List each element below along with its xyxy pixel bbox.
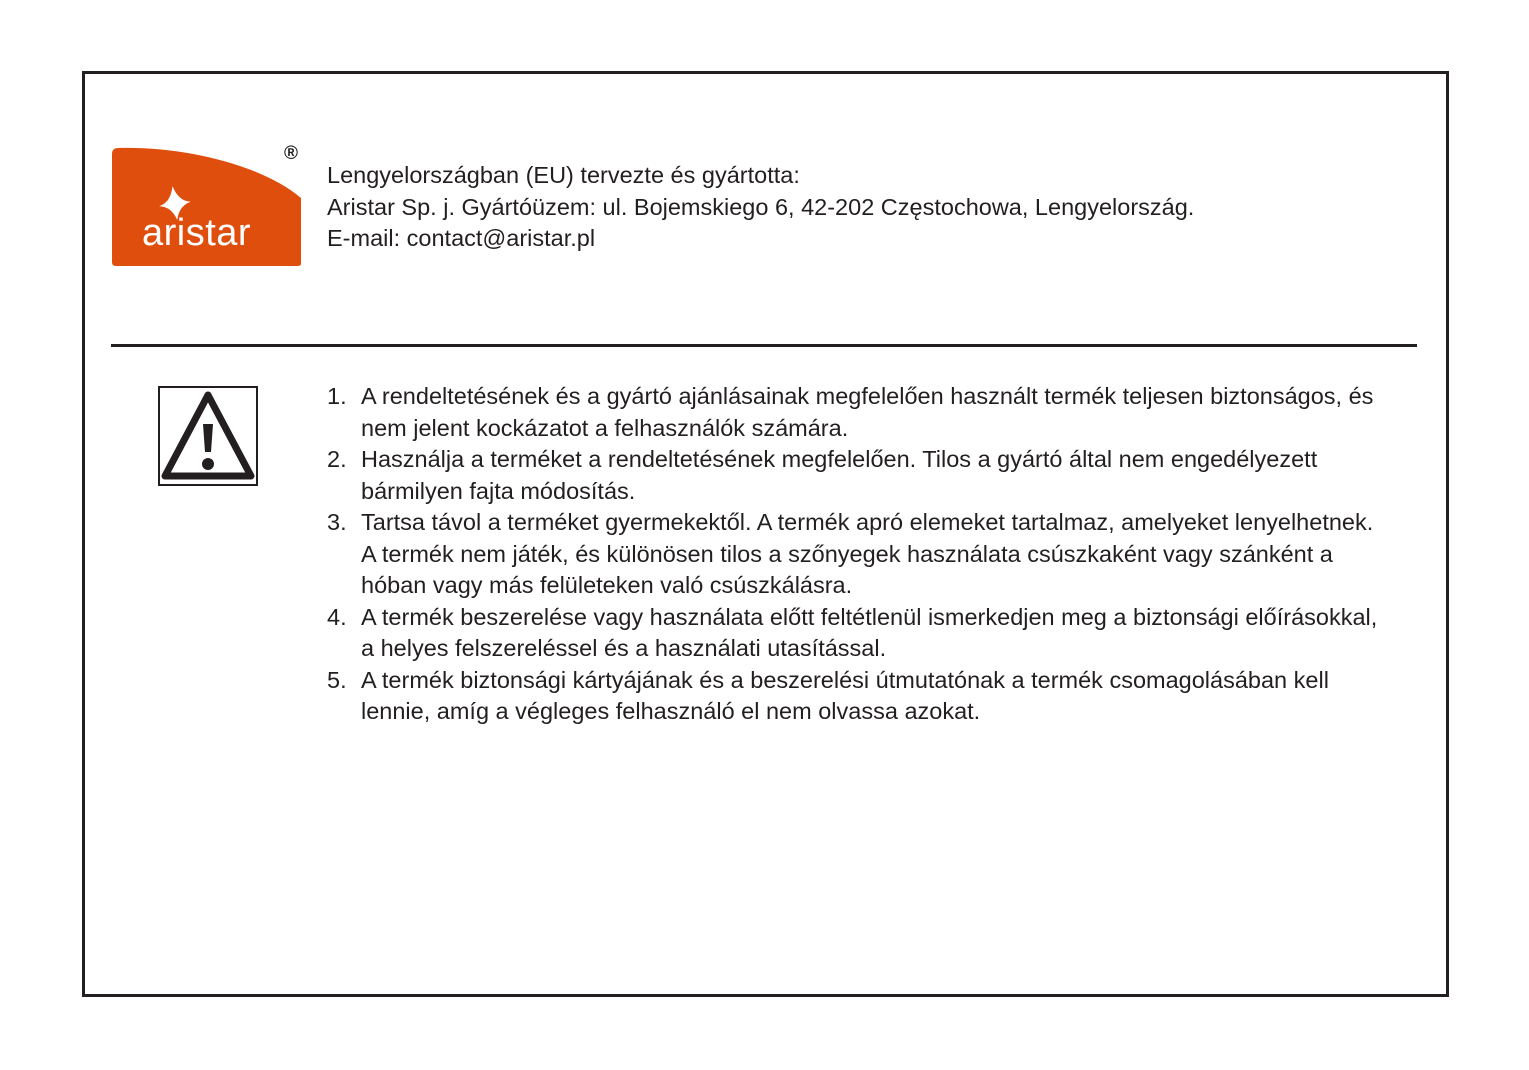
safety-item [327, 602, 1387, 665]
safety-item-text: A rendeltetésének és a gyártó ajánlásainak megfelelően használt termék teljesen biztonságos, és nem jelent kockázatot a felhasználók számára. [361, 383, 1374, 441]
manufacturer-info [327, 160, 1194, 255]
safety-item-number: 5. [327, 666, 347, 693]
safety-item-text: A termék beszerelése vagy használata előtt feltétlenül ismerkedjen meg a biztonsági előírásokkal, a helyes felszereléssel és a használati utasítással. [361, 603, 1378, 661]
safety-item-number: 3. [327, 509, 347, 535]
safety-item [327, 665, 1387, 728]
safety-item [327, 381, 1387, 444]
section-divider [111, 344, 1417, 347]
aristar-logo [111, 143, 303, 268]
safety-item-number: 1. [327, 383, 347, 409]
warning-triangle-icon [158, 386, 258, 486]
svg-text:aristar: aristar [142, 212, 252, 254]
safety-item-text: A termék biztonsági kártyájának és a beszerelési útmutatónak a termék csomagolásában kell lennie, amíg a végleges felhasználó el nem olvassa azokat. [361, 666, 1329, 724]
safety-instructions-list [327, 381, 1387, 728]
safety-item-text: Használja a terméket a rendeltetésének megfelelően. Tilos a gyártó által nem engedélyezett bármilyen fajta módosítás. [361, 446, 1318, 504]
safety-item-number: 4. [327, 603, 347, 630]
safety-item-text: Tartsa távol a terméket gyermekektől. A termék apró elemeket tartalmaz, amelyeket lenyelhetnek. A termék nem játék, és különösen tilos a szőnyegek használata csúszkaként vagy szánként a hóban vagy más felületeken való csúszkálásra. [361, 509, 1374, 598]
registered-mark: ® [284, 143, 298, 164]
manufacturer-line-address: Aristar Sp. j. Gyártóüzem: ul. Bojemskiego 6, 42-202 Częstochowa, Lengyelország. [327, 193, 1195, 220]
safety-item [327, 444, 1387, 507]
safety-item [327, 507, 1387, 602]
manufacturer-line-email: E-mail: contact@aristar.pl [327, 225, 596, 251]
manufacturer-line-origin: Lengyelországban (EU) tervezte és gyártotta: [327, 162, 800, 188]
safety-item-number: 2. [327, 446, 347, 472]
